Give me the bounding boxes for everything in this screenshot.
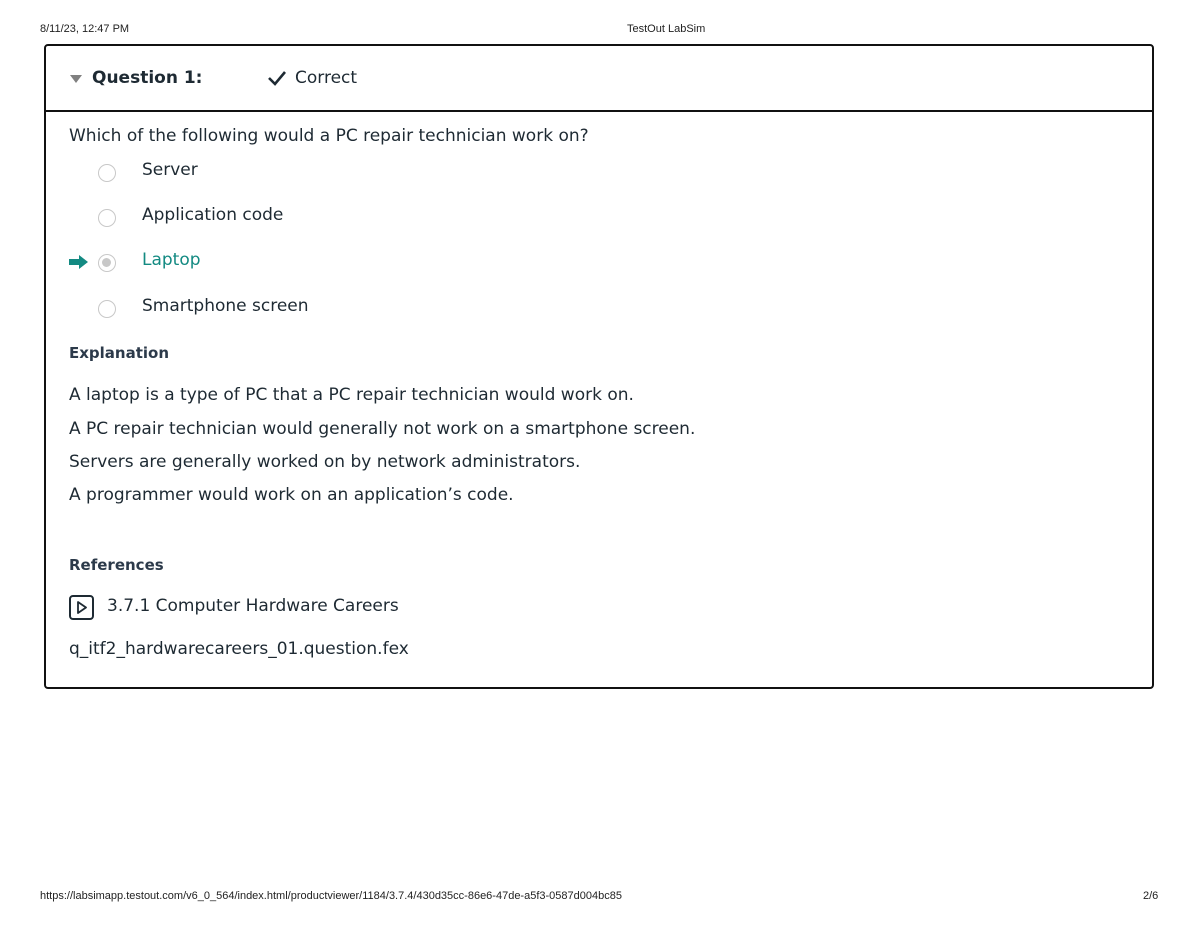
choice-label: Server xyxy=(142,160,198,180)
print-url: https://labsimapp.testout.com/v6_0_564/index.html/productviewer/1184/3.7.4/430d35cc-86e6-47de-a5f3-0587d004bc85 xyxy=(40,890,622,902)
radio-button[interactable] xyxy=(98,300,116,318)
answer-choice[interactable] xyxy=(69,296,669,322)
print-title: TestOut LabSim xyxy=(627,23,706,35)
print-date: 8/11/23, 12:47 PM xyxy=(40,23,130,35)
explanation-line: A laptop is a type of PC that a PC repair technician would work on. xyxy=(69,385,634,405)
arrow-right-icon xyxy=(69,254,89,270)
answer-choice-correct[interactable] xyxy=(69,250,669,276)
radio-button[interactable] xyxy=(98,209,116,227)
question-card xyxy=(44,44,1154,689)
checkmark-icon xyxy=(267,68,287,88)
choice-label: Laptop xyxy=(142,250,201,270)
question-text: Which of the following would a PC repair technician work on? xyxy=(69,126,589,146)
explanation-line: Servers are generally worked on by network administrators. xyxy=(69,452,581,472)
choice-label: Application code xyxy=(142,205,284,225)
question-header[interactable] xyxy=(46,46,1152,112)
radio-button-selected[interactable] xyxy=(98,254,116,272)
caret-down-icon[interactable] xyxy=(70,75,82,83)
play-icon[interactable] xyxy=(69,595,94,620)
answer-choice[interactable] xyxy=(69,205,669,231)
explanation-heading: Explanation xyxy=(69,344,170,362)
explanation-line: A programmer would work on an application’s code. xyxy=(69,485,514,505)
radio-button[interactable] xyxy=(98,164,116,182)
choice-label: Smartphone screen xyxy=(142,296,309,316)
question-filename: q_itf2_hardwarecareers_01.question.fex xyxy=(69,639,409,659)
print-page-number: 2/6 xyxy=(1143,890,1159,902)
status-label: Correct xyxy=(295,68,358,88)
references-heading: References xyxy=(69,556,164,574)
reference-label[interactable]: 3.7.1 Computer Hardware Careers xyxy=(107,596,399,616)
question-number: Question 1: xyxy=(92,68,203,88)
explanation-line: A PC repair technician would generally not work on a smartphone screen. xyxy=(69,419,696,439)
answer-choice[interactable] xyxy=(69,160,669,186)
